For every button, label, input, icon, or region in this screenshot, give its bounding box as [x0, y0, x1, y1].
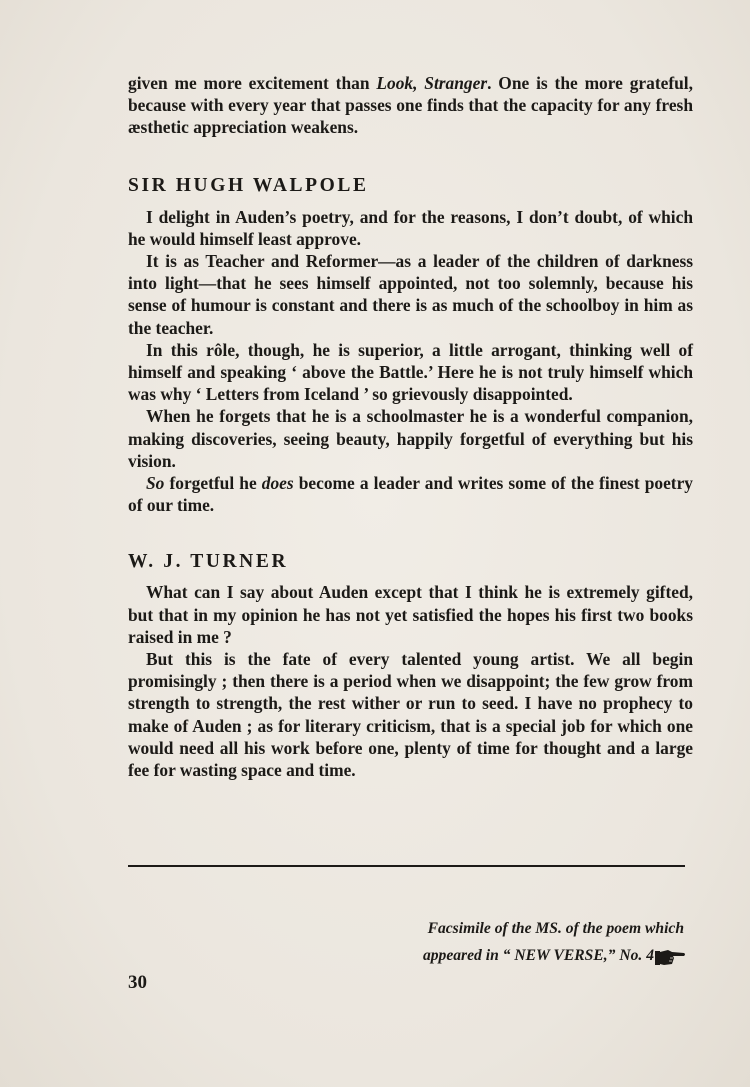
page-body — [128, 72, 693, 781]
section-heading-walpole: SIR HUGH WALPOLE — [128, 174, 369, 196]
intro-paragraph — [128, 72, 693, 139]
walpole-emphasis-so: So — [146, 473, 165, 494]
intro-book-title: Look, Stranger — [376, 73, 488, 93]
walpole-paragraph-1: I delight in Auden’s poetry, and for the reasons, I don’t doubt, of which he would himself least approve. — [128, 206, 693, 249]
walpole-paragraph-3: In this rôle, though, he is superior, a little arrogant, thinking well of himself and speaking ‘ above the Battle.’ Here he is not truly himself which was why ‘ Letters from Iceland ’ so grievously disappointed. — [128, 339, 693, 405]
page-number: 30 — [128, 972, 147, 993]
section-heading-turner: W. J. TURNER — [128, 551, 289, 573]
intro-text: given me more excitement than — [128, 73, 377, 93]
walpole-p5-text-cont: become a leader and writes some of the finest poetry of our time. — [128, 473, 693, 516]
intro-text-cont: . One is the more grateful, because with every year that passes one finds that the capacity for any fresh æsthetic appreciation weakens. — [128, 73, 693, 138]
walpole-paragraph-5 — [128, 472, 693, 516]
turner-paragraph-1: What can I say about Auden except that I think he is extremely gifted, but that in my opinion he has not yet satisfied the hopes his first two books raised in me ? — [128, 582, 693, 647]
facsimile-caption-line-1: Facsimile of the MS. of the poem which — [427, 920, 684, 937]
horizontal-rule — [128, 865, 685, 867]
pointing-hand-icon — [654, 946, 686, 968]
walpole-paragraph-2: It is as Teacher and Reformer—as a leader of the children of darkness into light—that he sees himself appointed, not too solemnly, because his sense of humour is constant and there is as much of the schoolboy in him as the teacher. — [128, 251, 693, 338]
facsimile-caption-line-2: appeared in “ NEW VERSE,” No. 4 — [422, 947, 654, 964]
walpole-p5-text: forgetful he — [164, 473, 262, 494]
turner-paragraph-2: But this is the fate of every talented young artist. We all begin promisingly ; then there is a period when we disappoint; the few grow from strength to strength, the rest wither or run to seed. I have no prophecy to make of Auden ; as for literary criticism, that is a special job for which one would need all his work before one, plenty of time for thought and a large fee for wasting space and time. — [128, 649, 693, 781]
walpole-paragraph-4: When he forgets that he is a schoolmaster he is a wonderful companion, making discoveries, seeing beauty, happily forgetful of everything but his vision. — [128, 406, 693, 471]
walpole-emphasis-does: does — [261, 473, 294, 494]
